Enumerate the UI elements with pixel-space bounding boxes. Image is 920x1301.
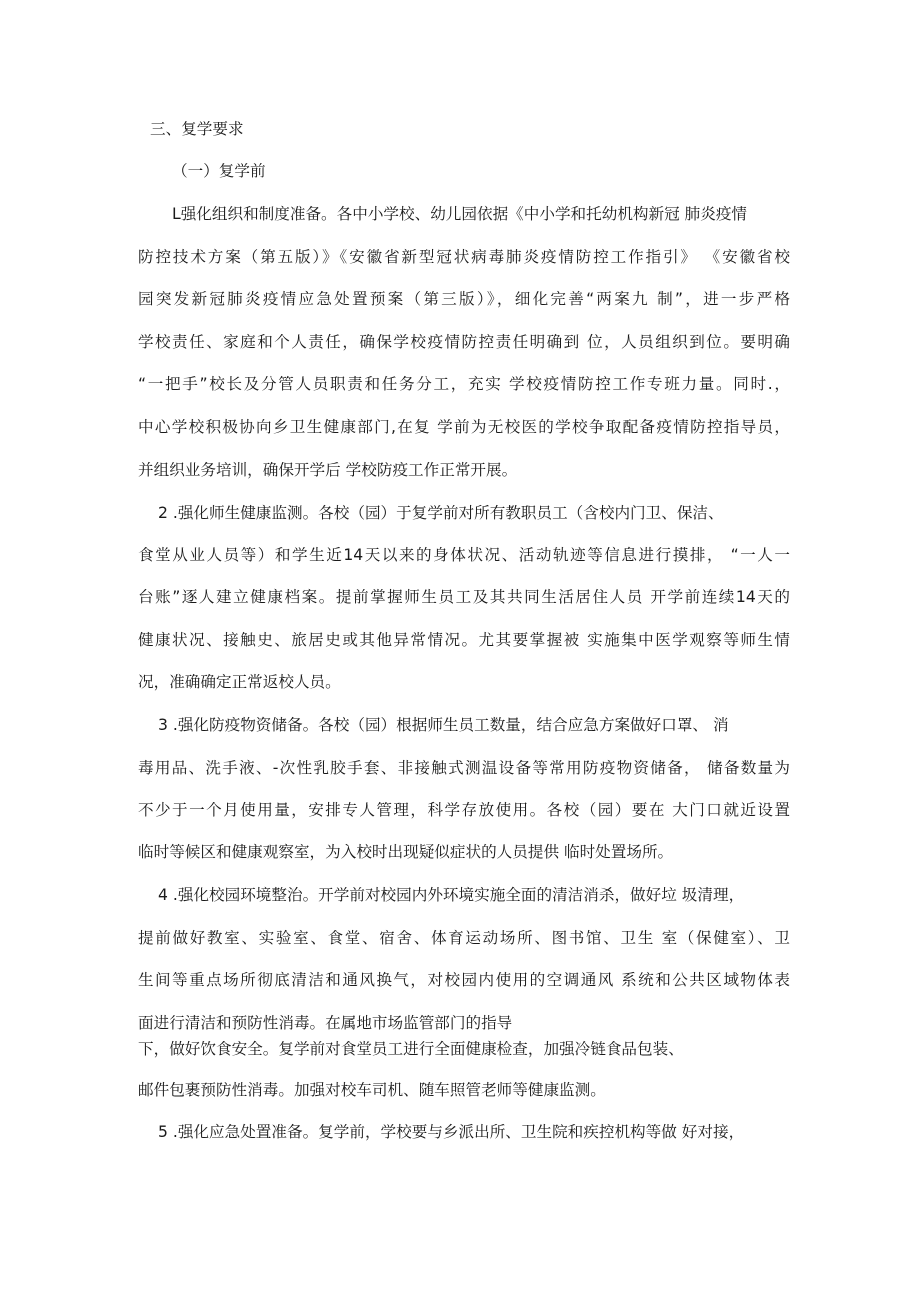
paragraph-line: 5 .强化应急处置准备。复学前，学校要与乡派出所、卫生院和疾控机构等做 好对接， <box>158 1123 745 1141</box>
paragraph-line: 学校责任、家庭和个人责任，确保学校疫情防控责任明确到 位，人员组织到位。要明确 <box>138 333 790 351</box>
paragraph-line: 食堂从业人员等）和学生近14天以来的身体状况、活动轨迹等信息进行摸排， “一人一 <box>138 546 790 564</box>
subsection-heading: （一）复学前 <box>172 162 266 180</box>
paragraph-line: 4 .强化校园环境整治。开学前对校园内外环境实施全面的清洁消杀，做好垃 圾清理， <box>158 886 745 904</box>
paragraph-line: 台账”逐人建立健康档案。提前掌握师生员工及其共同生活居住人员 开学前连续14天的 <box>138 588 790 606</box>
paragraph-line: 况，准确确定正常返校人员。 <box>138 673 341 691</box>
paragraph-line: 临时等候区和健康观察室，为入校时出现疑似症状的人员提供 临时处置场所。 <box>138 843 674 861</box>
section-heading: 三、复学要求 <box>150 120 244 138</box>
paragraph-line: 下，做好饮食安全。复学前对食堂员工进行全面健康检查，加强冷链食品包装、 <box>138 1040 684 1058</box>
paragraph-line: 3 .强化防疫物资储备。各校（园）根据师生员工数量，结合应急方案做好口罩、 消 <box>158 716 729 734</box>
paragraph-line: 园突发新冠肺炎疫情应急处置预案（第三版）》，细化完善“两案九 制”，进一步严格 <box>138 290 790 308</box>
paragraph-line: 不少于一个月使用量，安排专人管理，科学存放使用。各校（园）要在 大门口就近设置 <box>138 801 790 819</box>
paragraph-line: 并组织业务培训，确保开学后 学校防疫工作正常开展。 <box>138 461 518 479</box>
paragraph-line: L强化组织和制度准备。各中小学校、幼儿园依据《中小学和托幼机构新冠 肺炎疫情 <box>172 205 748 223</box>
paragraph-line: 毒用品、洗手液、-次性乳胶手套、非接触式测温设备等常用防疫物资储备， 储备数量为 <box>138 759 790 777</box>
paragraph-line: 提前做好教室、实验室、食堂、宿舍、体育运动场所、图书馆、卫生 室（保健室）、卫 <box>138 929 790 947</box>
paragraph-line: 健康状况、接触史、旅居史或其他异常情况。尤其要掌握被 实施集中医学观察等师生情 <box>138 631 790 649</box>
paragraph-line: 2 .强化师生健康监测。各校（园）于复学前对所有教职员工（含校内门卫、保洁、 <box>158 504 724 522</box>
paragraph-line: 面进行清洁和预防性消毒。在属地市场监管部门的指导 <box>138 1014 513 1032</box>
paragraph-line: 邮件包裹预防性消毒。加强对校车司机、随车照管老师等健康监测。 <box>138 1081 606 1099</box>
paragraph-line: “一把手”校长及分管人员职责和任务分工，充实 学校疫情防控工作专班力量。同时.， <box>138 375 790 393</box>
paragraph-line: 防控技术方案（第五版）》《安徽省新型冠状病毒肺炎疫情防控工作指引》 《安徽省校 <box>138 248 790 266</box>
paragraph-line: 生间等重点场所彻底清洁和通风换气，对校园内使用的空调通风 系统和公共区域物体表 <box>138 971 790 989</box>
paragraph-line: 中心学校积极协向乡卫生健康部门,在复 学前为无校医的学校争取配备疫情防控指导员， <box>138 418 790 436</box>
